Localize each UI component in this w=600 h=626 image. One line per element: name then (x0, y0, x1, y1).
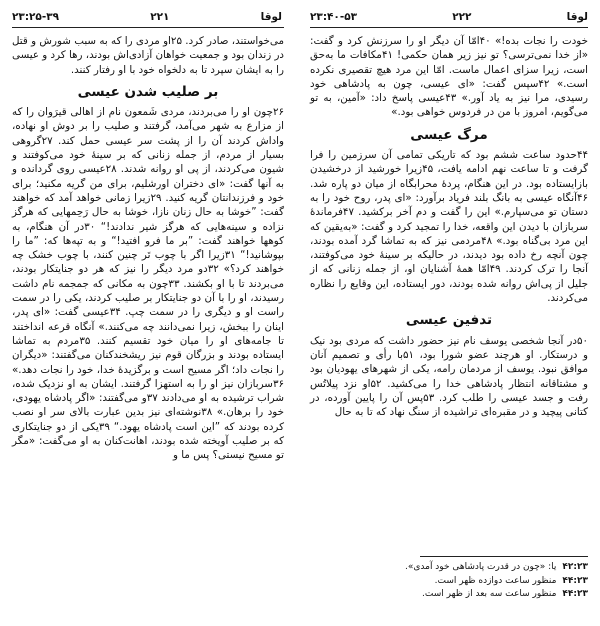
paragraph: می‌خواستند، صادر کرد. ۲۵او مردی را که به سبب شورش و قتل در زندان بود و جمعیت خواهان آزادی‌اش بودند، رها کرد و عیسی را به ایشان سپرد تا به دلخواه خود با او رفتار کنند. (12, 35, 284, 76)
footnote-ref: ۴۴:۲۳ (562, 589, 588, 599)
right-header-range: ۲۳:۴۰-۵۳ (310, 11, 358, 23)
left-header-book: لوقا (260, 11, 282, 23)
paragraph: ۲۶چون او را می‌بردند، مردی شَمعون نام از اهالی قیرَوان را که از مزارع به شهر می‌آمد، گرفتند و صلیب را بر دوش او نهاده، واداش کردند آن را از پشت سر عیسی حمل کند. ۲۷گروهی بسیار از مردم، از جمله زنانی که بر سینهٔ خود می‌کوفتند و شیون می‌کردند، از پی او روانه شدند. ۲۸عیسی روی گردانده و به آنها گفت: «ای دختران اورشلیم، برای من گریه مکنید؛ برای خود و فرزندانتان گریه کنید. ۲۹زیرا زمانی خواهد آمد که خواهند گفت: ”خوشا به حال زنان نازا، خوشا به حال رَحِمهایی که هرگز نزاده و سینه‌هایی که هرگز شیر ندادند!“ ۳۰در آن هنگام، به کوهها خواهند گفت: ”بر ما فرو افتید!“ و به تپه‌ها که: ”ما را بپوشانید!“ ۳۱زیرا اگر با چوب تَر چنین کنند، با چوب خشک چه خواهند کرد؟» ۳۲دو مرد دیگر را نیز که هر دو جنایتکار بودند، می‌بردند تا با او بکشند. ۳۳چون به مکانی که جمجمه نام داشت رسیدند، او را با آن دو جنایتکار بر صلیب کردند، یکی را در سمت راست او و دیگری را در سمت چپ. ۳۴عیسی گفت: «ای پدر، اینان را ببخش، زیرا نمی‌دانند چه می‌کنند.» آنگاه قرعه انداختند تا جامه‌های او را میان خود تقسیم کنند. ۳۵مردم به تماشا ایستاده بودند و بزرگان قوم نیز ریشخندکنان می‌گفتند: «دیگران را نجات داد؛ اگر مسیح است و برگزیدهٔ خدا، خود را نجات دهد.» ۳۶سربازان نیز او را به استهزا گرفتند. ایشان به او نزدیک شده، شراب ترشیده به او می‌دادند ۳۷و می‌گفتند: «اگر پادشاه یهودی، خود را برهان.» ۳۸نوشته‌ای نیز بدین عبارت بالای سر او نصب کرده بودند که ”این است پادشاه یهود.“ ۳۹یکی از دو جنایتکاری که بر صلیب آویخته شده بودند، اهانت‌کنان به او می‌گفت: «مگر تو مسیح نیستی؟ پس ما و (12, 106, 285, 462)
right-header-rule (310, 27, 588, 28)
footnote (310, 575, 588, 589)
left-page-header (12, 8, 282, 26)
footnote (310, 561, 588, 575)
footnotes (310, 561, 588, 602)
paragraph: خودت را نجات بده!» ۴۰امّا آن دیگر او را سرزنش کرد و گفت: «از خدا نمی‌ترسی؟ تو نیز زیر همان حکمی! ۴۱مکافات ما به‌حق است، زیرا سزای اعمال ماست. امّا این مرد هیچ تقصیری نکرده است.» ۴۲سپس گفت: «ای عیسی، چون به پادشاهی خود رسیدی، مرا نیز به یاد آور.» ۴۳عیسی پاسخ داد: «آمین، به تو می‌گویم، امروز با من در فردوس خواهی بود.» (310, 35, 588, 119)
footnote-ref: ۴۲:۲۳ (562, 562, 588, 572)
footnote-ref: ۴۴:۲۳ (562, 575, 588, 586)
footnote-text: یا: «چون در قدرت پادشاهی خود آمدی». (404, 562, 557, 572)
footnote-text: منظور ساعت سه بعد از ظهر است. (422, 589, 557, 599)
left-header-rule (12, 27, 284, 28)
section-heading: بر صلیب شدن عیسی (77, 83, 219, 100)
section-heading: تدفین عیسی (405, 312, 493, 329)
left-page-column (12, 34, 284, 465)
right-header-page-number: ۲۲۲ (452, 11, 472, 23)
right-page-column (310, 34, 588, 421)
paragraph: ۵۰در آنجا شخصی یوسف نام نیز حضور داشت که مردی بود نیک و درستکار. او هرچند عضو شورا بود، ۵۱با رأی و تصمیم آنان موافق نبود. یوسف از مردمان رامه، یکی از شهرهای یهودیان بود و مشتاقانه انتظار پادشاهی خدا را می‌کشید. ۵۲او نزد پیلاتُس رفت و جسد عیسی را طلب کرد. ۵۳پس آن را پایین آورده، در کتانی پیچید و در مقبره‌ای تراشیده از سنگ نهاد که تا به حال (310, 334, 589, 419)
right-page-header (310, 8, 588, 26)
footnote-text: منظور ساعت دوازده ظهر است. (434, 575, 557, 586)
paragraph: ۴۴حدود ساعت ششم بود که تاریکی تمامی آن سرزمین را فرا گرفت و تا ساعت نهم ادامه یافت، ۴۵زیرا خورشید از درخشیدن بازایستاده بود. در این هنگام، پردهٔ محرابگاه از میان دو پاره شد. ۴۶آنگاه عیسی به بانگ بلند فریاد برآورد: «ای پدر، روح خود را به دستان تو می‌سپارم.» این را گفت و دم آخر برکشید. ۴۷فرماندهٔ سربازان با دیدن این واقعه، خدا را تمجید کرد و گفت: «به‌یقین که این مرد بی‌گناه بود.» ۴۸مردمی نیز که به تماشا گرد آمده بودند، چون آنچه رخ داده بود دیدند، در حالیکه بر سینهٔ خود می‌کوفتند، آنجا را ترک کردند. ۴۹امّا همهٔ آشنایان او، از جمله زنانی که از جلیل از پی‌اش روانه شده بودند، دور ایستاده، این وقایع را نظاره می‌کردند. (310, 149, 588, 305)
left-header-range: ۲۳:۲۵-۳۹ (12, 11, 60, 23)
footnote-rule (420, 556, 588, 557)
left-header-page-number: ۲۲۱ (150, 11, 170, 23)
section-heading: مرگ عیسی (410, 126, 488, 143)
right-header-book: لوقا (566, 11, 588, 23)
footnote (310, 588, 588, 602)
